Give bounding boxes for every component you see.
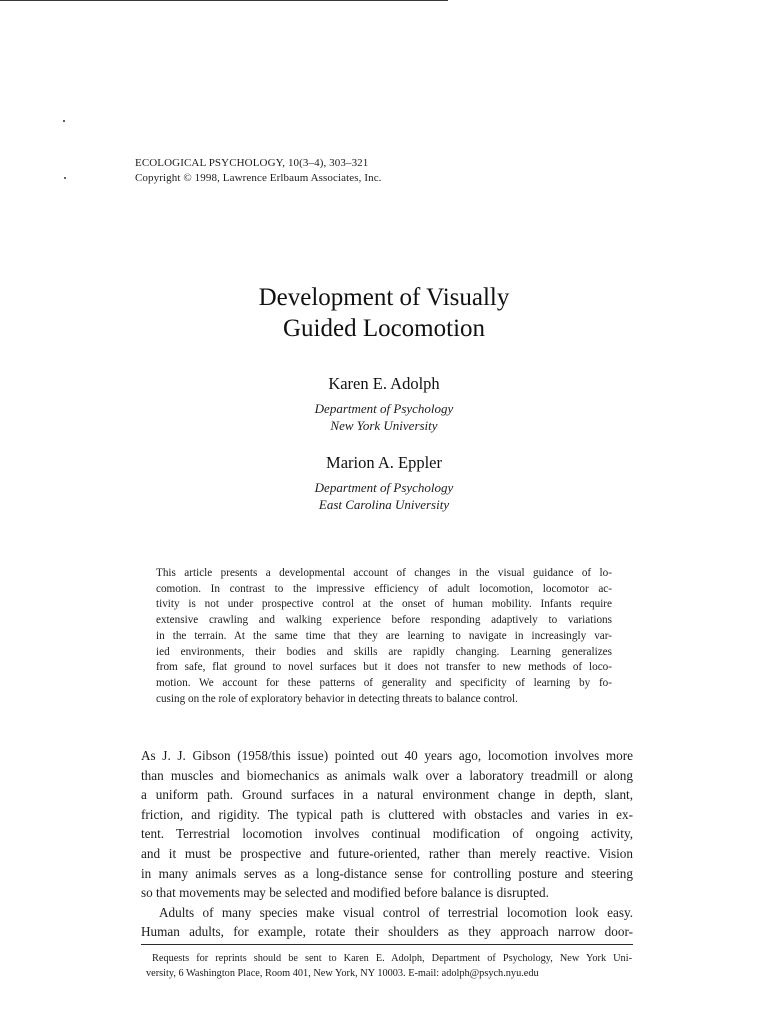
abstract-line: comotion. In contrast to the impressive efficiency of adult locomotion, locomotor ac- — [156, 582, 612, 595]
footnote-line: Requests for reprints should be sent to Karen E. Adolph, Department of Psychology, New York Uni- — [152, 953, 632, 964]
body-text — [141, 746, 633, 942]
body-line: so that movements may be selected and modified before balance is disrupted. — [141, 885, 549, 901]
abstract-line: ied environments, their bodies and skills are rapidly changing. Learning generalizes — [156, 645, 612, 658]
author-name: Marion A. Eppler — [326, 453, 442, 472]
abstract-line: cusing on the role of exploratory behavior in detecting threats to balance control. — [156, 692, 518, 705]
body-line: and it must be prospective and future-oriented, rather than merely reactive. Vision — [141, 845, 633, 861]
footnote — [146, 952, 632, 981]
body-line: Human adults, for example, rotate their shoulders as they approach narrow door- — [141, 924, 633, 940]
body-line: than muscles and biomechanics as animals walk over a laboratory treadmill or along — [141, 767, 633, 783]
body-line: in many animals serves as a long-distance sense for controlling posture and steering — [141, 865, 633, 881]
footnote-rule — [141, 944, 633, 945]
author-department: Department of Psychology — [314, 401, 454, 416]
scan-speck — [64, 177, 66, 179]
journal-header — [135, 156, 382, 186]
abstract — [156, 566, 612, 707]
author-institution: East Carolina University — [318, 497, 450, 512]
abstract-line: tivity is not under prospective control at the onset of human mobility. Infants require — [156, 598, 612, 611]
top-border-line — [0, 0, 448, 1]
abstract-line: from safe, flat ground to novel surfaces but it does not transfer to new methods of loco- — [156, 661, 612, 674]
abstract-line: in the terrain. At the same time that they are learning to navigate in increasingly var- — [156, 629, 612, 642]
author-institution: New York University — [330, 418, 438, 433]
abstract-line: extensive crawling and walking experience before responding adaptively to variations — [156, 614, 612, 627]
body-line: Adults of many species make visual control of terrestrial locomotion look easy. — [159, 904, 633, 920]
title-line-1: Development of Visually — [258, 284, 510, 311]
abstract-line: motion. We account for these patterns of generality and specificity of learning by fo- — [156, 676, 612, 689]
body-line: tent. Terrestrial locomotion involves continual modification of ongoing activity, — [141, 826, 633, 842]
author-block-2 — [0, 452, 768, 513]
scan-speck — [63, 120, 65, 122]
journal-citation: ECOLOGICAL PSYCHOLOGY, 10(3–4), 303–321 — [135, 157, 369, 169]
footnote-line: versity, 6 Washington Place, Room 401, New York, NY 10003. E-mail: adolph@psych.nyu.edu — [146, 967, 539, 979]
body-line: As J. J. Gibson (1958/this issue) pointed out 40 years ago, locomotion involves more — [141, 748, 633, 763]
copyright-line: Copyright © 1998, Lawrence Erlbaum Associates, Inc. — [135, 172, 382, 184]
body-line: a uniform path. Ground surfaces in a natural environment change in depth, slant, — [141, 787, 633, 803]
author-block-1 — [0, 373, 768, 434]
body-line: friction, and rigidity. The typical path is cluttered with obstacles and varies in ex- — [141, 806, 633, 822]
abstract-line: This article presents a developmental account of changes in the visual guidance of lo- — [156, 567, 612, 579]
author-department: Department of Psychology — [314, 480, 454, 495]
author-name: Karen E. Adolph — [328, 374, 440, 393]
article-title — [0, 282, 768, 344]
title-line-2: Guided Locomotion — [282, 315, 486, 342]
